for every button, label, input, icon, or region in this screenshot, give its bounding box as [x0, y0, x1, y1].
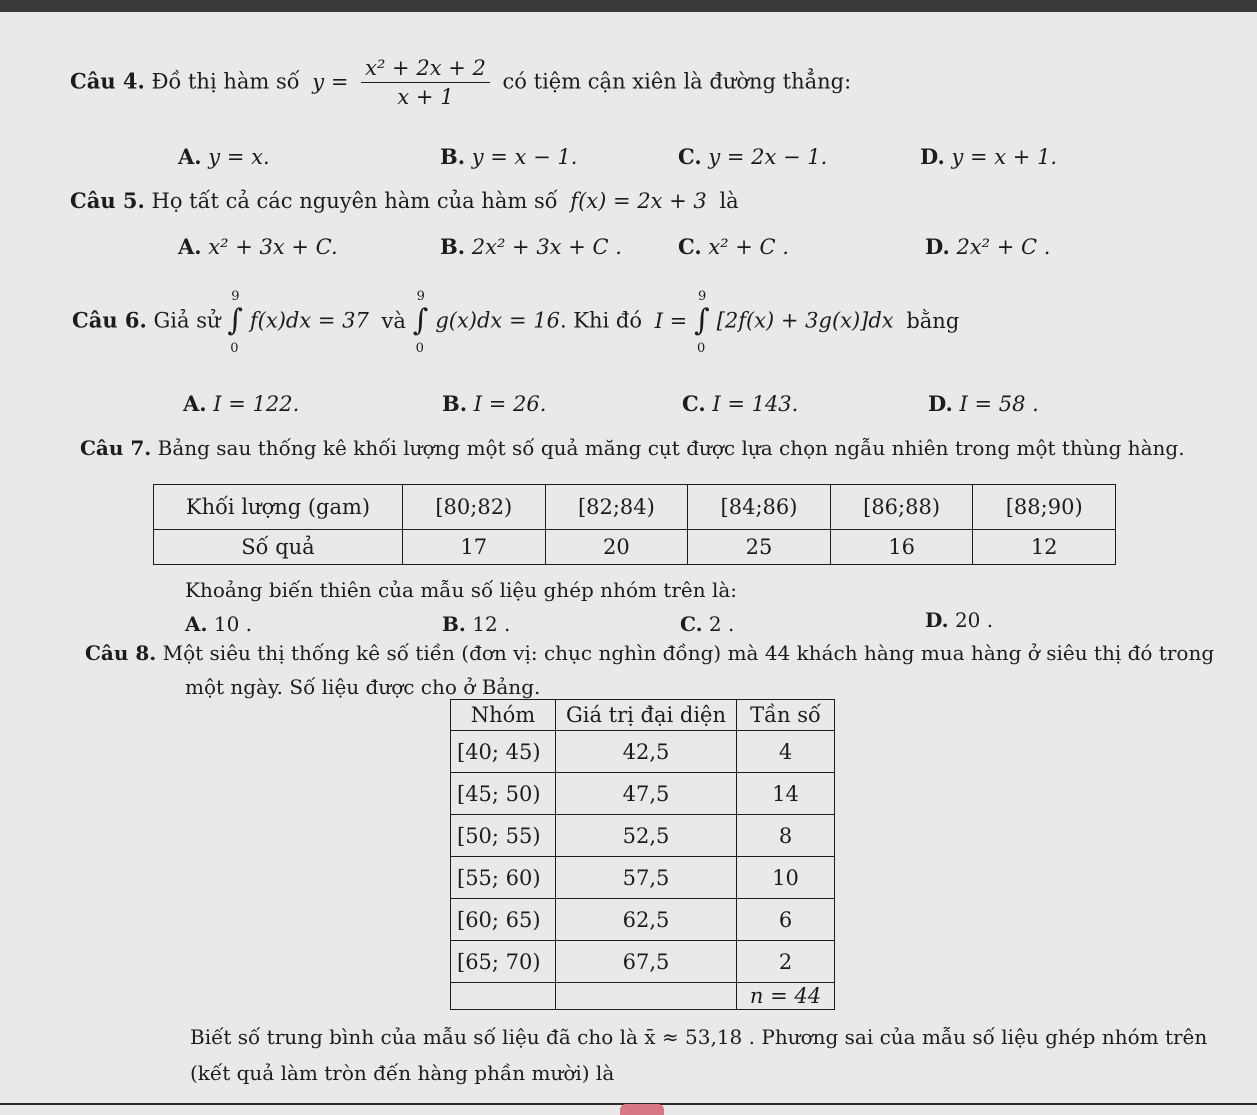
q6-i: I =	[654, 308, 688, 333]
q7-option-a[interactable]: A. 10 .	[185, 612, 253, 636]
q6-tail: bằng	[906, 308, 960, 333]
q8-text1: Một siêu thị thống kê số tiền (đơn vị: chục nghìn đồng) mà 44 khách hàng mua hàng ở siêu thị đó trong	[162, 641, 1215, 665]
table-row	[451, 731, 835, 773]
q4-numerator: x² + 2x + 2	[361, 58, 490, 83]
q5-stem	[70, 190, 739, 212]
q6-option-d[interactable]: D. I = 58 .	[928, 391, 1039, 416]
table-cell: 52,5	[556, 815, 737, 857]
q7-option-c[interactable]: C. 2 .	[680, 612, 735, 636]
table-row	[451, 815, 835, 857]
table-row	[154, 530, 1116, 565]
table-cell: 6	[737, 899, 835, 941]
table-header: Giá trị đại diện	[556, 700, 737, 731]
q4-option-d[interactable]: D. y = x + 1.	[920, 144, 1058, 169]
table-row	[451, 899, 835, 941]
q5-text: Họ tất cả các nguyên hàm của hàm số	[151, 189, 558, 213]
table-header: Khối lượng (gam)	[154, 485, 403, 530]
q6-expr3: [2f(x) + 3g(x)]dx	[716, 308, 894, 333]
integral-sign: ∫ 9 0	[412, 289, 429, 356]
q7-option-b[interactable]: B. 12 .	[442, 612, 511, 636]
q8-text3: Biết số trung bình của mẫu số liệu đã cho là x̄ ≈ 53,18 . Phương sai của mẫu số liệu ghép nhóm trên	[190, 1025, 1208, 1049]
table-cell: [60; 65)	[451, 899, 556, 941]
q6-and: và	[381, 308, 406, 333]
table-cell	[451, 983, 556, 1010]
table-row	[451, 941, 835, 983]
q4-option-c[interactable]: C. y = 2x − 1.	[678, 144, 828, 169]
table-cell: [82;84)	[545, 485, 688, 530]
q4-y: y =	[312, 69, 349, 94]
q6-label: Câu 6.	[72, 307, 147, 333]
table-cell: 16	[830, 530, 973, 565]
q5-option-b[interactable]: B. 2x² + 3x + C .	[440, 234, 622, 259]
table-cell: [80;82)	[403, 485, 546, 530]
q8-stem	[85, 643, 1214, 663]
table-cell: [84;86)	[688, 485, 831, 530]
q6-expr1: f(x)dx = 37	[249, 308, 369, 333]
table-cell: [40; 45)	[451, 731, 556, 773]
table-cell: 12	[973, 530, 1116, 565]
table-row	[451, 773, 835, 815]
q5-option-d[interactable]: D. 2x² + C .	[925, 234, 1051, 259]
table-cell: [45; 50)	[451, 773, 556, 815]
table-row	[451, 983, 835, 1010]
table-cell: 4	[737, 731, 835, 773]
table-cell: [50; 55)	[451, 815, 556, 857]
table-cell: 25	[688, 530, 831, 565]
q4-stem	[70, 58, 851, 108]
table-cell: 10	[737, 857, 835, 899]
highlight-mark	[620, 1104, 664, 1115]
q4-denominator: x + 1	[397, 85, 454, 109]
table-cell: 2	[737, 941, 835, 983]
integral-sign: ∫ 9 0	[227, 289, 243, 356]
table-header: Nhóm	[451, 700, 556, 731]
q5-tail: là	[719, 189, 739, 213]
q7-stem	[80, 438, 1185, 458]
mass-table	[153, 484, 1116, 565]
table-row	[154, 485, 1116, 530]
q8-text2: một ngày. Số liệu được cho ở Bảng.	[185, 675, 541, 699]
integral-sign: ∫ 9 0	[693, 289, 710, 356]
table-cell: 8	[737, 815, 835, 857]
q5-function: f(x) = 2x + 3	[570, 189, 707, 213]
table-cell: [65; 70)	[451, 941, 556, 983]
table-header: Số quả	[154, 530, 403, 565]
q5-option-c[interactable]: C. x² + C .	[678, 234, 789, 259]
top-edge	[0, 0, 1257, 12]
q4-option-b[interactable]: B. y = x − 1.	[440, 144, 578, 169]
q4-option-a[interactable]: A. y = x.	[178, 144, 270, 169]
table-cell: 67,5	[556, 941, 737, 983]
table-cell: 14	[737, 773, 835, 815]
table-row	[451, 700, 835, 731]
table-header: Tần số	[737, 700, 835, 731]
table-cell: [88;90)	[973, 485, 1116, 530]
q7-option-d[interactable]: D. 20 .	[925, 608, 994, 632]
table-row	[451, 857, 835, 899]
table-total: n = 44	[737, 983, 835, 1010]
q7-text: Bảng sau thống kê khối lượng một số quả măng cụt được lựa chọn ngẫu nhiên trong một thùng hàng.	[157, 436, 1185, 460]
q5-label: Câu 5.	[70, 188, 145, 213]
table-cell: 20	[545, 530, 688, 565]
spending-table	[450, 699, 835, 1010]
table-cell: 47,5	[556, 773, 737, 815]
q7-label: Câu 7.	[80, 436, 152, 460]
table-cell	[556, 983, 737, 1010]
q5-option-a[interactable]: A. x² + 3x + C.	[178, 234, 338, 259]
table-cell: 17	[403, 530, 546, 565]
table-cell: 62,5	[556, 899, 737, 941]
q6-expr2: g(x)dx = 16	[435, 308, 560, 333]
table-cell: 42,5	[556, 731, 737, 773]
q6-stem	[72, 289, 960, 356]
q4-text: Đồ thị hàm số	[151, 69, 300, 94]
q8-label: Câu 8.	[85, 641, 157, 665]
q6-option-b[interactable]: B. I = 26.	[442, 391, 547, 416]
q8-text4: (kết quả làm tròn đến hàng phần mười) là	[190, 1061, 615, 1085]
q6-text2: . Khi đó	[559, 308, 642, 333]
q4-fraction	[361, 58, 490, 108]
table-cell: [55; 60)	[451, 857, 556, 899]
table-cell: 57,5	[556, 857, 737, 899]
q6-option-c[interactable]: C. I = 143.	[682, 391, 799, 416]
q6-option-a[interactable]: A. I = 122.	[183, 391, 300, 416]
table-cell: [86;88)	[830, 485, 973, 530]
q7-question: Khoảng biến thiên của mẫu số liệu ghép nhóm trên là:	[185, 578, 738, 602]
q6-text: Giả sử	[153, 308, 221, 333]
q4-label: Câu 4.	[70, 68, 145, 94]
q4-text-after: có tiệm cận xiên là đường thẳng:	[502, 69, 852, 94]
